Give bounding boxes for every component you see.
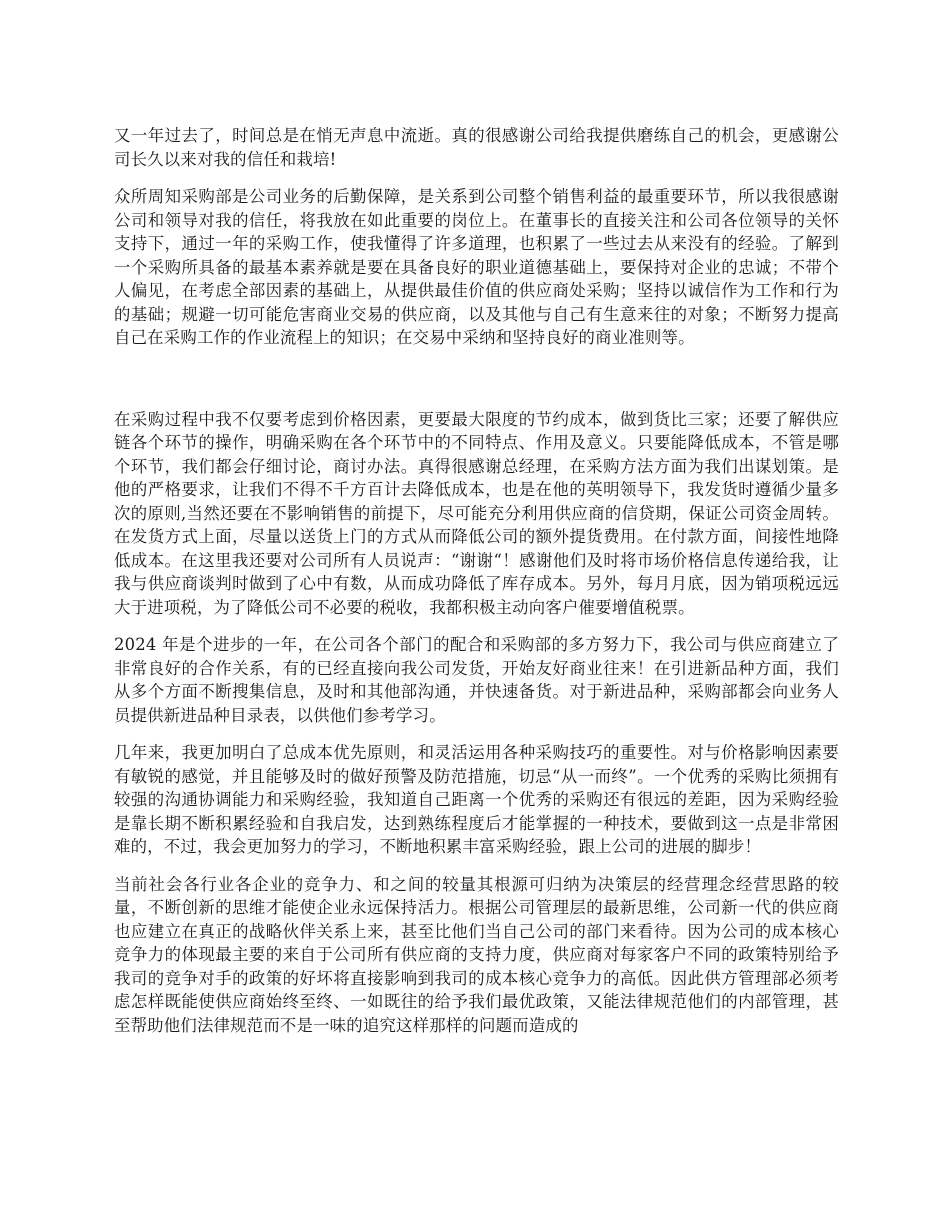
document-body [114, 124, 839, 1051]
paragraph-1: 又一年过去了，时间总是在悄无声息中流逝。真的很感谢公司给我提供磨练自己的机会，更感谢公司长久以来对我的信任和栽培! [114, 126, 839, 169]
paragraph-2: 众所周知采购部是公司业务的后勤保障，是关系到公司整个销售利益的最重要环节，所以我很感谢公司和领导对我的信任，将我放在如此重要的岗位上。在董事长的直接关注和公司各位领导的关怀支持下，通过一年的采购工作，使我懂得了许多道理，也积累了一些过去从来没有的经验。了解到一个采购所具备的最基本素养就是要在具备良好的职业道德基础上，要保持对企业的忠诚；不带个人偏见，在考虑全部因素的基础上，从提供最佳价值的供应商处采购；坚持以诚信作为工作和行为的基础；规避一切可能危害商业交易的供应商，以及其他与自己有生意来往的对象；不断努力提高自己在采购工作的作业流程上的知识；在交易中采纳和坚持良好的商业准则等。 [114, 187, 839, 347]
paragraph-6: 当前社会各行业各企业的竞争力、和之间的较量其根源可归纳为决策层的经营理念经营思路的较量，不断创新的思维才能使企业永远保持活力。根据公司管理层的最新思维，公司新一代的供应商也应建立在真正的战略伙伴关系上来，甚至比他们当自己公司的部门来看待。因为公司的成本核心竞争力的体现最主要的来自于公司所有供应商的支持力度，供应商对每家客户不同的政策特别给予我司的竞争对手的政策的好坏将直接影响到我司的成本核心竞争力的高低。因此供方管理部必须考虑怎样既能使供应商始终至终、一如既往的给予我们最优政策，又能法律规范他们的内部管理，甚至帮助他们法律规范而不是一味的追究这样那样的问题而造成的 [114, 874, 839, 1035]
paragraph-gap [114, 364, 839, 408]
paragraph-3: 在采购过程中我不仅要考虑到价格因素，更要最大限度的节约成本，做到货比三家；还要了解供应链各个环节的操作，明确采购在各个环节中的不同特点、作用及意义。只要能降低成本，不管是哪个环节，我们都会仔细讨论，商讨办法。真得很感谢总经理，在采购方法方面为我们出谋划策。是他的严格要求，让我们不得不千方百计去降低成本，也是在他的英明领导下，我发货时遵循少量多次的原则,当然还要在不影响销售的前提下，尽可能充分利用供应商的信贷期，保证公司资金周转。在发货方式上面，尽量以送货上门的方式从而降低公司的额外提货费用。在付款方面，间接性地降低成本。在这里我还要对公司所有人员说声：“谢谢“！感谢他们及时将市场价格信息传递给我，让我与供应商谈判时做到了心中有数，从而成功降低了库存成本。另外，每月月底，因为销项税远远大于进项税，为了降低公司不必要的税收，我都积极主动向客户催要增值税票。 [114, 409, 839, 617]
paragraph-4: 2024 年是个进步的一年，在公司各个部门的配合和采购部的多方努力下，我公司与供应商建立了非常良好的合作关系，有的已经直接向我公司发货，开始友好商业往来！在引进新品种方面，我们从多个方面不断搜集信息，及时和其他部沟通，并快速备货。对于新进品种，采购部都会向业务人员提供新进品种目录表，以供他们参考学习。 [114, 635, 839, 725]
paragraph-5: 几年来，我更加明白了总成本优先原则，和灵活运用各种采购技巧的重要性。对与价格影响因素要有敏锐的感觉，并且能够及时的做好预警及防范措施，切忌“从一而终”。一个优秀的采购比须拥有较强的沟通协调能力和采购经验，我知道自己距离一个优秀的采购还有很远的差距，因为采购经验是靠长期不断积累经验和自我启发，达到熟练程度后才能掌握的一种技术，要做到这一点是非常困难的，不过，我会更加努力的学习，不断地积累丰富采购经验，跟上公司的进展的脚步！ [114, 743, 839, 856]
